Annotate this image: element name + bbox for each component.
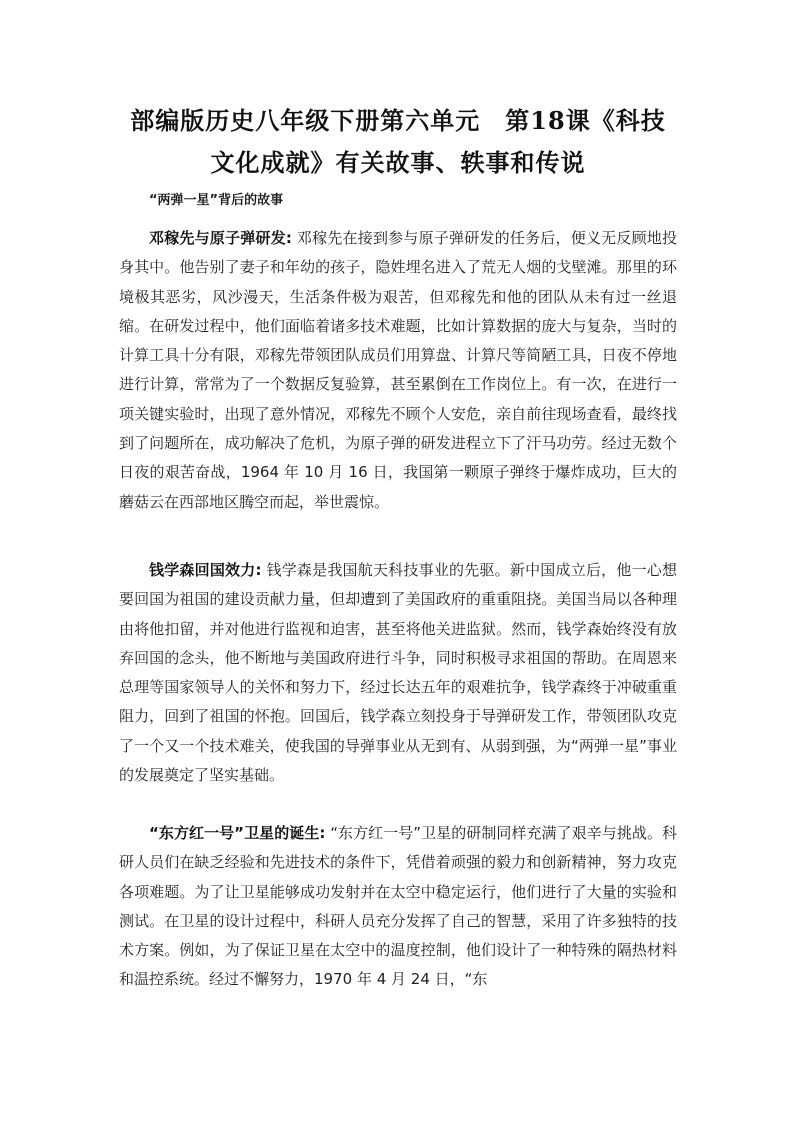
paragraph-qian-xuesen bbox=[119, 556, 677, 790]
paragraph-deng-jiaxian bbox=[119, 224, 677, 517]
paragraph-dongfanghong-satellite bbox=[119, 819, 677, 995]
section-heading: “两弹一星”背后的故事 bbox=[149, 193, 284, 208]
paragraph-body: 钱学森是我国航天科技事业的先驱。新中国成立后，他一心想要回国为祖国的建设贡献力量，但却遭到了美国政府的重重阻挠。美国当局以各种理由将他扣留，并对他进行监视和迫害，甚至将他关进监狱。然而，钱学森始终没有放弃回国的念头，他不断地与美国政府进行斗争，同时积极寻求祖国的帮助。在周恩来总理等国家领导人的关怀和努力下，经过长达五年的艰难抗争，钱学森终于冲破重重阻力，回到了祖国的怀抱。回国后，钱学森立刻投身于导弹研发工作，带领团队攻克了一个又一个技术难关，使我国的导弹事业从无到有、从弱到强，为“两弹一星”事业的发展奠定了坚实基础。 bbox=[119, 561, 678, 785]
paragraph-lead: 钱学森回国效力: bbox=[149, 561, 262, 579]
paragraph-body: “东方红一号”卫星的研制同样充满了艰辛与挑战。科研人员们在缺乏经验和先进技术的条件下，凭借着顽强的毅力和创新精神，努力攻克各项难题。为了让卫星能够成功发射并在太空中稳定运行，他们进行了大量的实验和测试。在卫星的设计过程中，科研人员充分发挥了自己的智慧，采用了许多独特的技术方案。例如，为了保证卫星在太空中的温度控制，他们设计了一种特殊的隔热材料和温控系统。经过不懈努力，1970 年 4 月 24 日，“东 bbox=[119, 824, 677, 989]
paragraph-lead: 邓稼先与原子弹研发: bbox=[149, 229, 292, 247]
paragraph-body: 邓稼先在接到参与原子弹研发的任务后，便义无反顾地投身其中。他告别了妻子和年幼的孩子，隐姓埋名进入了荒无人烟的戈壁滩。那里的环境极其恶劣，风沙漫天，生活条件极为艰苦，但邓稼先和他的团队从未有过一丝退缩。在研发过程中，他们面临着诸多技术难题，比如计算数据的庞大与复杂，当时的计算工具十分有限，邓稼先带领团队成员们用算盘、计算尺等简陋工具，日夜不停地进行计算，常常为了一个数据反复验算，甚至累倒在工作岗位上。有一次，在进行一项关键实验时，出现了意外情况，邓稼先不顾个人安危，亲自前往现场查看，最终找到了问题所在，成功解决了危机，为原子弹的研发进程立下了汗马功劳。经过无数个日夜的艰苦奋战，1964 年 10 月 16 日，我国第一颗原子弹终于爆炸成功，巨大的蘑菇云在西部地区腾空而起，举世震惊。 bbox=[119, 229, 678, 511]
paragraph-lead: “东方红一号”卫星的诞生: bbox=[149, 824, 326, 842]
document-title: 部编版历史八年级下册第六单元 第18课《科技文化成就》有关故事、轶事和传说 bbox=[130, 106, 666, 177]
